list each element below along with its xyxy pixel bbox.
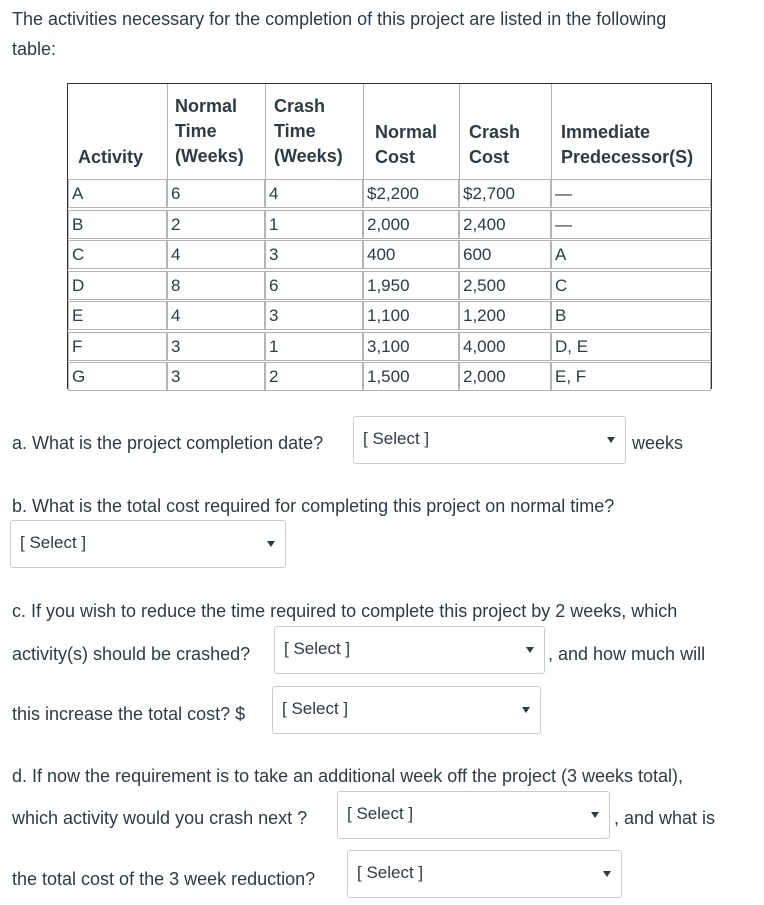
cell-normal-time: 3 bbox=[167, 362, 265, 391]
cell-activity: C bbox=[68, 240, 167, 269]
cell-predecessor: — bbox=[551, 210, 711, 239]
cell-predecessor: D, E bbox=[551, 332, 711, 361]
cell-predecessor: B bbox=[551, 301, 711, 330]
cell-normal-cost: 1,950 bbox=[363, 271, 459, 300]
question-d-cost-select[interactable] bbox=[347, 850, 622, 898]
cell-crash-cost: 4,000 bbox=[459, 332, 551, 361]
question-a-text: a. What is the project completion date? bbox=[12, 433, 324, 453]
cell-crash-cost: $2,700 bbox=[459, 179, 551, 208]
chevron-down-icon bbox=[526, 647, 534, 653]
question-c-line-3: this increase the total cost? $ bbox=[12, 704, 246, 724]
cell-activity: D bbox=[68, 271, 167, 300]
header-crash-cost: Crash Cost bbox=[469, 122, 521, 167]
question-d-line-2-suffix: , and what is bbox=[614, 808, 716, 828]
question-c-line-1: c. If you wish to reduce the time required to complete this project by 2 weeks, which bbox=[12, 601, 678, 621]
cell-normal-cost: 1,100 bbox=[363, 301, 459, 330]
cell-crash-cost: 2,500 bbox=[459, 271, 551, 300]
cell-normal-cost: 400 bbox=[363, 240, 459, 269]
question-b-text: b. What is the total cost required for completing this project on normal time? bbox=[12, 496, 615, 516]
question-a-select[interactable] bbox=[353, 416, 626, 464]
question-a-unit: weeks bbox=[632, 433, 684, 453]
select-label: [ Select ] bbox=[282, 699, 349, 718]
select-label: [ Select ] bbox=[347, 804, 414, 823]
question-c-cost-select[interactable] bbox=[272, 686, 541, 734]
cell-normal-time: 4 bbox=[167, 301, 265, 330]
chevron-down-icon bbox=[607, 437, 615, 443]
cell-crash-time: 1 bbox=[265, 210, 363, 239]
header-crash-time: Crash Time (Weeks) bbox=[274, 96, 343, 166]
cell-activity: F bbox=[68, 332, 167, 361]
question-c-line-2-suffix: , and how much will bbox=[548, 644, 706, 664]
question-b-select[interactable] bbox=[10, 520, 286, 568]
header-normal-cost: Normal Cost bbox=[375, 122, 438, 167]
header-activity: Activity bbox=[78, 147, 144, 167]
cell-predecessor: — bbox=[551, 179, 711, 208]
cell-predecessor: E, F bbox=[551, 362, 711, 391]
cell-crash-time: 3 bbox=[265, 301, 363, 330]
cell-activity: E bbox=[68, 301, 167, 330]
question-d-line-1: d. If now the requirement is to take an additional week off the project (3 weeks total), bbox=[12, 766, 684, 786]
question-c-activity-select[interactable] bbox=[274, 626, 545, 674]
cell-crash-cost: 2,000 bbox=[459, 362, 551, 391]
chevron-down-icon bbox=[522, 707, 530, 713]
cell-normal-time: 4 bbox=[167, 240, 265, 269]
question-d-line-3: the total cost of the 3 week reduction? bbox=[12, 869, 316, 889]
question-c-line-2: activity(s) should be crashed? bbox=[12, 644, 251, 664]
cell-normal-time: 3 bbox=[167, 332, 265, 361]
activities-table bbox=[67, 83, 712, 389]
cell-crash-time: 2 bbox=[265, 362, 363, 391]
cell-crash-time: 6 bbox=[265, 271, 363, 300]
intro-line-1: The activities necessary for the completion of this project are listed in the following bbox=[12, 9, 667, 29]
cell-normal-cost: 2,000 bbox=[363, 210, 459, 239]
cell-normal-time: 8 bbox=[167, 271, 265, 300]
select-label: [ Select ] bbox=[284, 639, 351, 658]
cell-predecessor: C bbox=[551, 271, 711, 300]
select-label: [ Select ] bbox=[20, 533, 87, 552]
cell-normal-time: 2 bbox=[167, 210, 265, 239]
cell-normal-time: 6 bbox=[167, 179, 265, 208]
select-label: [ Select ] bbox=[363, 429, 430, 448]
cell-normal-cost: $2,200 bbox=[363, 179, 459, 208]
cell-activity: B bbox=[68, 210, 167, 239]
cell-predecessor: A bbox=[551, 240, 711, 269]
cell-crash-time: 4 bbox=[265, 179, 363, 208]
cell-activity: G bbox=[68, 362, 167, 391]
cell-crash-time: 1 bbox=[265, 332, 363, 361]
cell-crash-cost: 2,400 bbox=[459, 210, 551, 239]
cell-crash-time: 3 bbox=[265, 240, 363, 269]
header-normal-time: Normal Time (Weeks) bbox=[175, 96, 244, 166]
header-predecessor: Immediate Predecessor(S) bbox=[561, 122, 694, 167]
question-d-line-2: which activity would you crash next ? bbox=[12, 808, 308, 828]
cell-normal-cost: 1,500 bbox=[363, 362, 459, 391]
select-label: [ Select ] bbox=[357, 863, 424, 882]
cell-crash-cost: 600 bbox=[459, 240, 551, 269]
question-d-activity-select[interactable] bbox=[337, 791, 610, 839]
chevron-down-icon bbox=[603, 871, 611, 877]
chevron-down-icon bbox=[267, 541, 275, 547]
cell-crash-cost: 1,200 bbox=[459, 301, 551, 330]
cell-activity: A bbox=[68, 179, 167, 208]
chevron-down-icon bbox=[591, 812, 599, 818]
cell-normal-cost: 3,100 bbox=[363, 332, 459, 361]
intro-line-2: table: bbox=[12, 39, 57, 59]
